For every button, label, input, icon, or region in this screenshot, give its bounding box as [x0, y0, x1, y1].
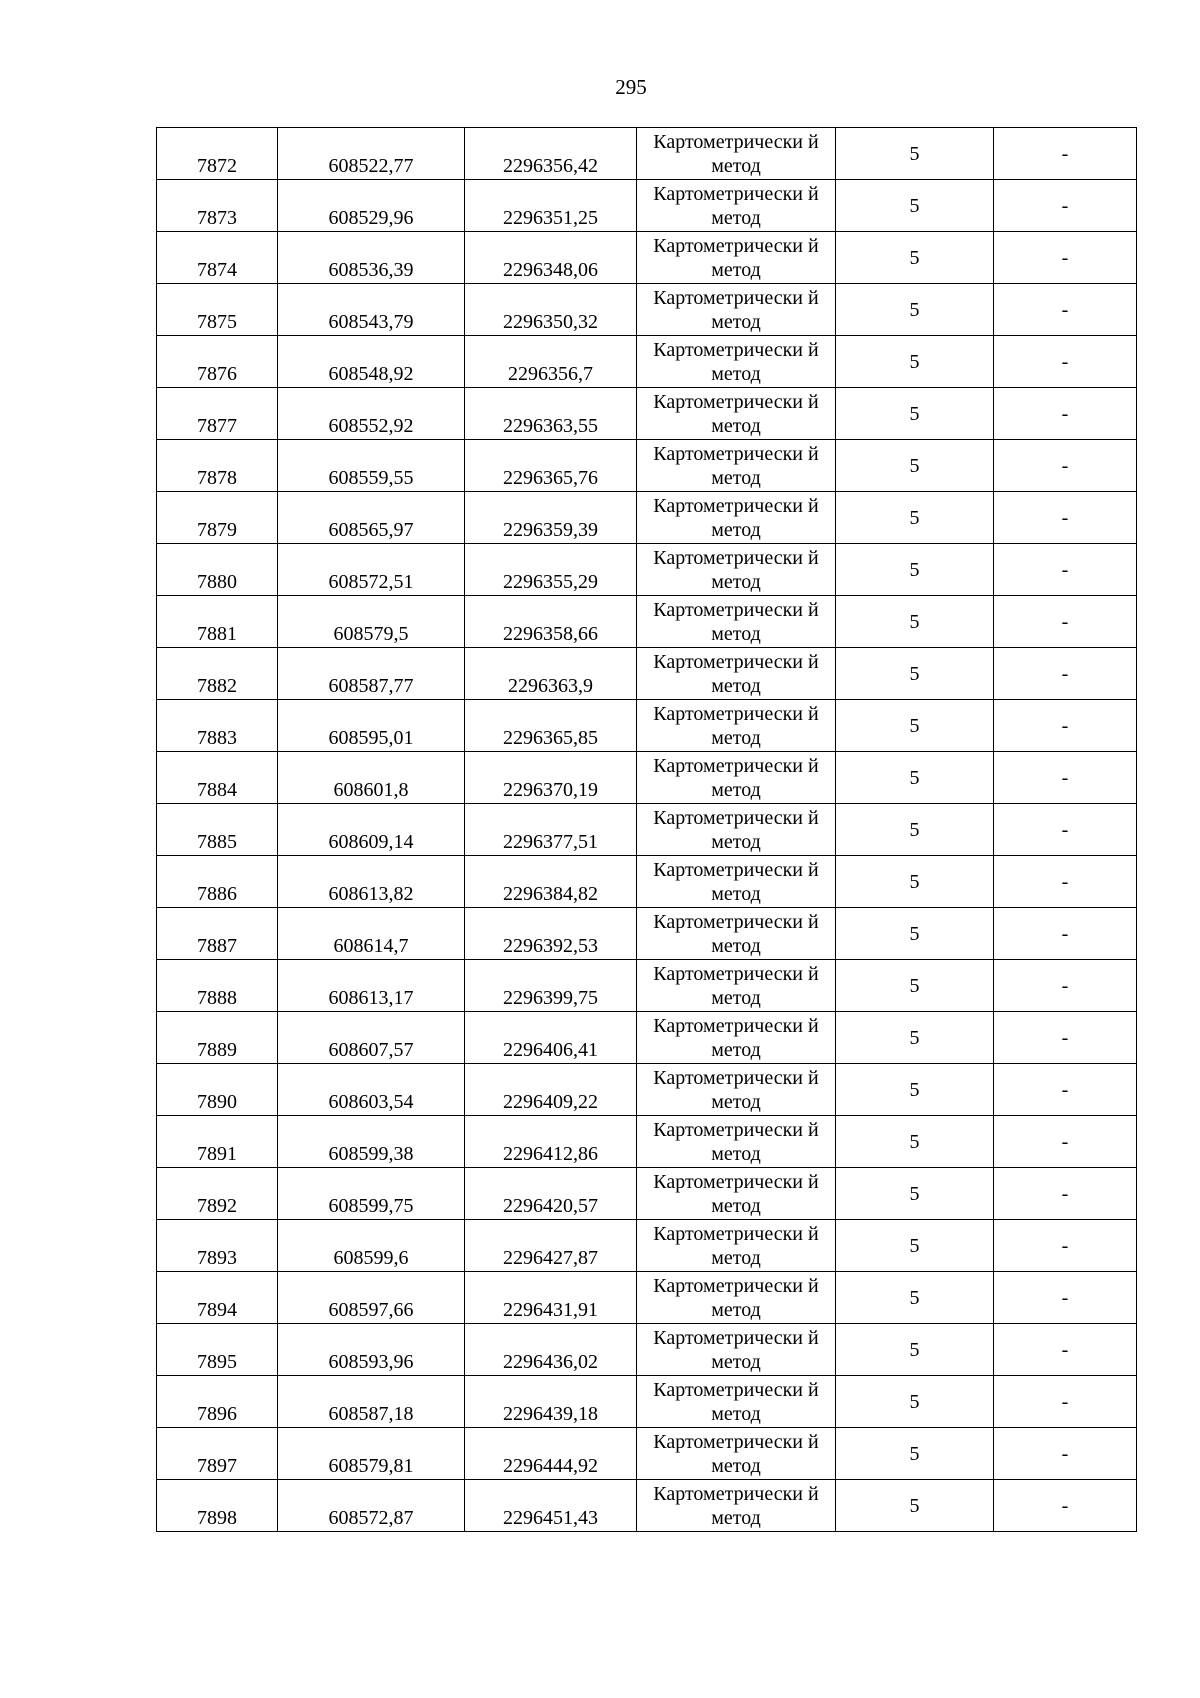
- method-cell: [637, 1480, 836, 1532]
- point-id-cell: 7897: [157, 1428, 278, 1480]
- point-id-cell: 7877: [157, 388, 278, 440]
- method-cell: [637, 804, 836, 856]
- table-row: [157, 388, 1137, 440]
- y-coordinate-cell: 2296359,39: [465, 492, 637, 544]
- y-coordinate-cell: 2296348,06: [465, 232, 637, 284]
- method-text: Картометрически й метод: [653, 338, 819, 385]
- y-coordinate-cell: 2296436,02: [465, 1324, 637, 1376]
- table-row: [157, 1064, 1137, 1116]
- table-row: [157, 1428, 1137, 1480]
- method-text: Картометрически й метод: [653, 1430, 819, 1477]
- coordinates-table-body: [157, 128, 1137, 1532]
- accuracy-cell: 5: [836, 856, 994, 908]
- accuracy-cell: 5: [836, 1272, 994, 1324]
- method-cell: [637, 1324, 836, 1376]
- note-cell: -: [994, 544, 1137, 596]
- method-text: Картометрически й метод: [653, 182, 819, 229]
- method-text: Картометрически й метод: [653, 1274, 819, 1321]
- method-text: Картометрически й метод: [653, 910, 819, 957]
- y-coordinate-cell: 2296406,41: [465, 1012, 637, 1064]
- method-cell: [637, 1168, 836, 1220]
- accuracy-cell: 5: [836, 1220, 994, 1272]
- table-row: [157, 1168, 1137, 1220]
- table-row: [157, 180, 1137, 232]
- note-cell: -: [994, 1168, 1137, 1220]
- point-id-cell: 7874: [157, 232, 278, 284]
- method-cell: [637, 908, 836, 960]
- x-coordinate-cell: 608614,7: [278, 908, 465, 960]
- y-coordinate-cell: 2296427,87: [465, 1220, 637, 1272]
- method-cell: [637, 128, 836, 180]
- x-coordinate-cell: 608543,79: [278, 284, 465, 336]
- y-coordinate-cell: 2296412,86: [465, 1116, 637, 1168]
- y-coordinate-cell: 2296409,22: [465, 1064, 637, 1116]
- note-cell: -: [994, 284, 1137, 336]
- point-id-cell: 7883: [157, 700, 278, 752]
- method-text: Картометрически й метод: [653, 858, 819, 905]
- accuracy-cell: 5: [836, 596, 994, 648]
- note-cell: -: [994, 752, 1137, 804]
- y-coordinate-cell: 2296431,91: [465, 1272, 637, 1324]
- accuracy-cell: 5: [836, 492, 994, 544]
- x-coordinate-cell: 608593,96: [278, 1324, 465, 1376]
- point-id-cell: 7875: [157, 284, 278, 336]
- y-coordinate-cell: 2296365,76: [465, 440, 637, 492]
- note-cell: -: [994, 1324, 1137, 1376]
- method-cell: [637, 856, 836, 908]
- y-coordinate-cell: 2296351,25: [465, 180, 637, 232]
- accuracy-cell: 5: [836, 1012, 994, 1064]
- note-cell: -: [994, 128, 1137, 180]
- x-coordinate-cell: 608552,92: [278, 388, 465, 440]
- note-cell: -: [994, 1064, 1137, 1116]
- method-text: Картометрически й метод: [653, 286, 819, 333]
- page-number: 295: [615, 75, 647, 99]
- note-cell: -: [994, 232, 1137, 284]
- note-cell: -: [994, 1376, 1137, 1428]
- method-cell: [637, 336, 836, 388]
- x-coordinate-cell: 608595,01: [278, 700, 465, 752]
- accuracy-cell: 5: [836, 1116, 994, 1168]
- x-coordinate-cell: 608599,38: [278, 1116, 465, 1168]
- note-cell: -: [994, 336, 1137, 388]
- table-row: [157, 492, 1137, 544]
- y-coordinate-cell: 2296370,19: [465, 752, 637, 804]
- x-coordinate-cell: 608559,55: [278, 440, 465, 492]
- note-cell: -: [994, 700, 1137, 752]
- accuracy-cell: 5: [836, 1376, 994, 1428]
- accuracy-cell: 5: [836, 804, 994, 856]
- accuracy-cell: 5: [836, 336, 994, 388]
- method-cell: [637, 232, 836, 284]
- y-coordinate-cell: 2296420,57: [465, 1168, 637, 1220]
- table-row: [157, 648, 1137, 700]
- note-cell: -: [994, 596, 1137, 648]
- method-text: Картометрически й метод: [653, 650, 819, 697]
- point-id-cell: 7884: [157, 752, 278, 804]
- point-id-cell: 7879: [157, 492, 278, 544]
- x-coordinate-cell: 608572,51: [278, 544, 465, 596]
- point-id-cell: 7898: [157, 1480, 278, 1532]
- method-cell: [637, 1376, 836, 1428]
- method-cell: [637, 752, 836, 804]
- y-coordinate-cell: 2296439,18: [465, 1376, 637, 1428]
- y-coordinate-cell: 2296363,55: [465, 388, 637, 440]
- table-row: [157, 700, 1137, 752]
- table-row: [157, 232, 1137, 284]
- note-cell: -: [994, 1012, 1137, 1064]
- table-row: [157, 544, 1137, 596]
- accuracy-cell: 5: [836, 128, 994, 180]
- note-cell: -: [994, 1116, 1137, 1168]
- method-text: Картометрически й метод: [653, 1014, 819, 1061]
- accuracy-cell: 5: [836, 960, 994, 1012]
- accuracy-cell: 5: [836, 1480, 994, 1532]
- method-text: Картометрически й метод: [653, 234, 819, 281]
- x-coordinate-cell: 608599,75: [278, 1168, 465, 1220]
- accuracy-cell: 5: [836, 1324, 994, 1376]
- y-coordinate-cell: 2296356,7: [465, 336, 637, 388]
- point-id-cell: 7881: [157, 596, 278, 648]
- x-coordinate-cell: 608536,39: [278, 232, 465, 284]
- note-cell: -: [994, 804, 1137, 856]
- point-id-cell: 7888: [157, 960, 278, 1012]
- x-coordinate-cell: 608613,17: [278, 960, 465, 1012]
- method-cell: [637, 1272, 836, 1324]
- accuracy-cell: 5: [836, 388, 994, 440]
- point-id-cell: 7873: [157, 180, 278, 232]
- y-coordinate-cell: 2296355,29: [465, 544, 637, 596]
- note-cell: -: [994, 1272, 1137, 1324]
- method-text: Картометрически й метод: [653, 442, 819, 489]
- table-row: [157, 1116, 1137, 1168]
- x-coordinate-cell: 608603,54: [278, 1064, 465, 1116]
- method-text: Картометрически й метод: [653, 1222, 819, 1269]
- method-cell: [637, 700, 836, 752]
- table-row: [157, 908, 1137, 960]
- table-row: [157, 1220, 1137, 1272]
- point-id-cell: 7893: [157, 1220, 278, 1272]
- note-cell: -: [994, 648, 1137, 700]
- point-id-cell: 7880: [157, 544, 278, 596]
- coordinates-table: [156, 127, 1137, 1532]
- y-coordinate-cell: 2296451,43: [465, 1480, 637, 1532]
- point-id-cell: 7886: [157, 856, 278, 908]
- method-text: Картометрически й метод: [653, 1066, 819, 1113]
- point-id-cell: 7896: [157, 1376, 278, 1428]
- note-cell: -: [994, 1220, 1137, 1272]
- accuracy-cell: 5: [836, 1168, 994, 1220]
- accuracy-cell: 5: [836, 752, 994, 804]
- point-id-cell: 7872: [157, 128, 278, 180]
- accuracy-cell: 5: [836, 1428, 994, 1480]
- table-row: [157, 752, 1137, 804]
- accuracy-cell: 5: [836, 1064, 994, 1116]
- y-coordinate-cell: 2296384,82: [465, 856, 637, 908]
- method-text: Картометрически й метод: [653, 1118, 819, 1165]
- table-row: [157, 804, 1137, 856]
- method-cell: [637, 1116, 836, 1168]
- x-coordinate-cell: 608529,96: [278, 180, 465, 232]
- table-row: [157, 1272, 1137, 1324]
- y-coordinate-cell: 2296392,53: [465, 908, 637, 960]
- method-cell: [637, 596, 836, 648]
- accuracy-cell: 5: [836, 908, 994, 960]
- method-cell: [637, 1220, 836, 1272]
- accuracy-cell: 5: [836, 440, 994, 492]
- point-id-cell: 7885: [157, 804, 278, 856]
- table-row: [157, 1480, 1137, 1532]
- point-id-cell: 7891: [157, 1116, 278, 1168]
- y-coordinate-cell: 2296399,75: [465, 960, 637, 1012]
- x-coordinate-cell: 608587,77: [278, 648, 465, 700]
- table-row: [157, 1376, 1137, 1428]
- x-coordinate-cell: 608565,97: [278, 492, 465, 544]
- point-id-cell: 7894: [157, 1272, 278, 1324]
- method-text: Картометрически й метод: [653, 598, 819, 645]
- method-cell: [637, 180, 836, 232]
- x-coordinate-cell: 608601,8: [278, 752, 465, 804]
- point-id-cell: 7878: [157, 440, 278, 492]
- x-coordinate-cell: 608572,87: [278, 1480, 465, 1532]
- accuracy-cell: 5: [836, 232, 994, 284]
- y-coordinate-cell: 2296444,92: [465, 1428, 637, 1480]
- method-cell: [637, 492, 836, 544]
- note-cell: -: [994, 180, 1137, 232]
- x-coordinate-cell: 608522,77: [278, 128, 465, 180]
- note-cell: -: [994, 1480, 1137, 1532]
- method-cell: [637, 440, 836, 492]
- accuracy-cell: 5: [836, 180, 994, 232]
- method-text: Картометрически й метод: [653, 1170, 819, 1217]
- table-row: [157, 284, 1137, 336]
- point-id-cell: 7876: [157, 336, 278, 388]
- x-coordinate-cell: 608579,5: [278, 596, 465, 648]
- note-cell: -: [994, 1428, 1137, 1480]
- table-row: [157, 1012, 1137, 1064]
- accuracy-cell: 5: [836, 648, 994, 700]
- point-id-cell: 7890: [157, 1064, 278, 1116]
- method-cell: [637, 544, 836, 596]
- y-coordinate-cell: 2296377,51: [465, 804, 637, 856]
- x-coordinate-cell: 608587,18: [278, 1376, 465, 1428]
- method-text: Картометрически й метод: [653, 494, 819, 541]
- note-cell: -: [994, 908, 1137, 960]
- accuracy-cell: 5: [836, 544, 994, 596]
- point-id-cell: 7882: [157, 648, 278, 700]
- y-coordinate-cell: 2296363,9: [465, 648, 637, 700]
- method-cell: [637, 648, 836, 700]
- point-id-cell: 7889: [157, 1012, 278, 1064]
- method-text: Картометрически й метод: [653, 806, 819, 853]
- method-cell: [637, 284, 836, 336]
- table-row: [157, 596, 1137, 648]
- y-coordinate-cell: 2296358,66: [465, 596, 637, 648]
- y-coordinate-cell: 2296350,32: [465, 284, 637, 336]
- method-cell: [637, 388, 836, 440]
- method-text: Картометрически й метод: [653, 962, 819, 1009]
- note-cell: -: [994, 960, 1137, 1012]
- method-text: Картометрически й метод: [653, 130, 819, 177]
- accuracy-cell: 5: [836, 700, 994, 752]
- point-id-cell: 7895: [157, 1324, 278, 1376]
- method-text: Картометрически й метод: [653, 702, 819, 749]
- method-cell: [637, 960, 836, 1012]
- method-text: Картометрически й метод: [653, 1378, 819, 1425]
- note-cell: -: [994, 856, 1137, 908]
- x-coordinate-cell: 608609,14: [278, 804, 465, 856]
- table-row: [157, 128, 1137, 180]
- method-text: Картометрически й метод: [653, 754, 819, 801]
- method-cell: [637, 1064, 836, 1116]
- table-row: [157, 336, 1137, 388]
- table-row: [157, 440, 1137, 492]
- x-coordinate-cell: 608597,66: [278, 1272, 465, 1324]
- x-coordinate-cell: 608613,82: [278, 856, 465, 908]
- x-coordinate-cell: 608579,81: [278, 1428, 465, 1480]
- method-text: Картометрически й метод: [653, 1482, 819, 1529]
- note-cell: -: [994, 440, 1137, 492]
- x-coordinate-cell: 608548,92: [278, 336, 465, 388]
- x-coordinate-cell: 608599,6: [278, 1220, 465, 1272]
- method-text: Картометрически й метод: [653, 1326, 819, 1373]
- table-row: [157, 856, 1137, 908]
- point-id-cell: 7887: [157, 908, 278, 960]
- point-id-cell: 7892: [157, 1168, 278, 1220]
- y-coordinate-cell: 2296356,42: [465, 128, 637, 180]
- y-coordinate-cell: 2296365,85: [465, 700, 637, 752]
- x-coordinate-cell: 608607,57: [278, 1012, 465, 1064]
- table-row: [157, 960, 1137, 1012]
- method-text: Картометрически й метод: [653, 390, 819, 437]
- method-cell: [637, 1428, 836, 1480]
- note-cell: -: [994, 388, 1137, 440]
- method-cell: [637, 1012, 836, 1064]
- method-text: Картометрически й метод: [653, 546, 819, 593]
- note-cell: -: [994, 492, 1137, 544]
- accuracy-cell: 5: [836, 284, 994, 336]
- table-row: [157, 1324, 1137, 1376]
